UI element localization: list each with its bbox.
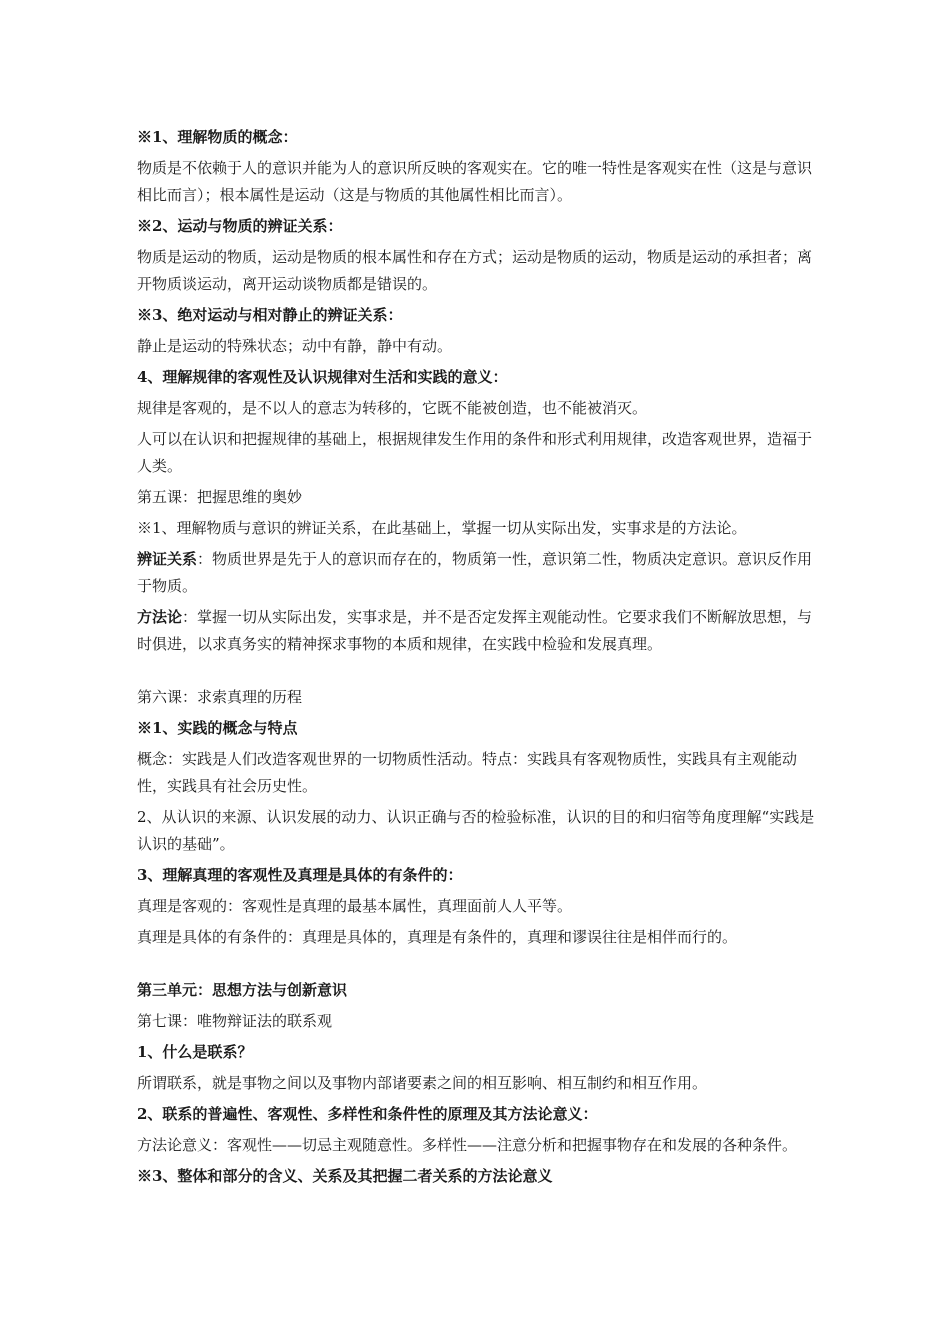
paragraph-law-objective: 规律是客观的，是不以人的意志为转移的，它既不能被创造，也不能被消灭。 bbox=[137, 399, 648, 417]
heading-practice-concept: ※1、实践的概念与特点 bbox=[137, 719, 298, 737]
lesson-six-title: 第六课：求索真理的历程 bbox=[137, 688, 303, 706]
paragraph-dialectical-relation bbox=[137, 546, 817, 600]
paragraph-rest-motion: 静止是运动的特殊状态；动中有静，静中有动。 bbox=[137, 337, 453, 355]
document-body bbox=[137, 124, 817, 1190]
heading-law-objectivity: 4、理解规律的客观性及认识规律对生活和实践的意义： bbox=[137, 368, 508, 386]
lesson-five-title: 第五课：把握思维的奥妙 bbox=[137, 488, 303, 506]
paragraph-practice-basis: 2、从认识的来源、认识发展的动力、认识正确与否的检验标准，认识的目的和归宿等角度理解“实践是认识的基础”。 bbox=[137, 808, 815, 853]
lesson-seven-title: 第七课：唯物辩证法的联系观 bbox=[137, 1012, 333, 1030]
heading-absolute-relative: ※3、绝对运动与相对静止的辨证关系： bbox=[137, 306, 403, 324]
heading-whole-part: ※3、整体和部分的含义、关系及其把握二者关系的方法论意义 bbox=[137, 1167, 553, 1185]
heading-matter-concept: ※1、理解物质的概念： bbox=[137, 128, 298, 146]
heading-connection-principles: 2、联系的普遍性、客观性、多样性和条件性的原理及其方法论意义： bbox=[137, 1105, 598, 1123]
heading-what-is-connection: 1、什么是联系？ bbox=[137, 1043, 253, 1061]
paragraph-matter-definition: 物质是不依赖于人的意识并能为人的意识所反映的客观实在。它的唯一特性是客观实在性（这是与意识相比而言）；根本属性是运动（这是与物质的其他属性相比而言）。 bbox=[137, 159, 813, 204]
heading-motion-matter: ※2、运动与物质的辨证关系： bbox=[137, 217, 343, 235]
methodology-label: 方法论 bbox=[137, 608, 183, 626]
paragraph-law-use: 人可以在认识和把握规律的基础上，根据规律发生作用的条件和形式利用规律，改造客观世界，造福于人类。 bbox=[137, 430, 813, 475]
paragraph-matter-consciousness: ※1、理解物质与意识的辨证关系，在此基础上，掌握一切从实际出发，实事求是的方法论。 bbox=[137, 519, 747, 537]
methodology-text: ：掌握一切从实际出发，实事求是，并不是否定发挥主观能动性。它要求我们不断解放思想，与时俱进，以求真务实的精神探求事物的本质和规律，在实践中检验和发展真理。 bbox=[137, 608, 813, 653]
paragraph-practice-concept: 概念：实践是人们改造客观世界的一切物质性活动。特点：实践具有客观物质性，实践具有主观能动性，实践具有社会历史性。 bbox=[137, 750, 798, 795]
paragraph-truth-objective: 真理是客观的：客观性是真理的最基本属性，真理面前人人平等。 bbox=[137, 897, 573, 915]
dialectical-relation-text: ：物质世界是先于人的意识而存在的，物质第一性，意识第二性，物质决定意识。意识反作用于物质。 bbox=[137, 550, 813, 595]
dialectical-relation-label: 辨证关系 bbox=[137, 550, 198, 568]
paragraph-connection-methodology: 方法论意义：客观性——切忌主观随意性。多样性——注意分析和把握事物存在和发展的各种条件。 bbox=[137, 1136, 798, 1154]
paragraph-connection-definition: 所谓联系，就是事物之间以及事物内部诸要素之间的相互影响、相互制约和相互作用。 bbox=[137, 1074, 708, 1092]
unit-three-title: 第三单元：思想方法与创新意识 bbox=[137, 981, 348, 999]
heading-truth-objectivity: 3、理解真理的客观性及真理是具体的有条件的： bbox=[137, 866, 463, 884]
paragraph-truth-conditional: 真理是具体的有条件的：真理是具体的，真理是有条件的，真理和谬误往往是相伴而行的。 bbox=[137, 928, 738, 946]
paragraph-motion-matter: 物质是运动的物质，运动是物质的根本属性和存在方式；运动是物质的运动，物质是运动的承担者；离开物质谈运动，离开运动谈物质都是错误的。 bbox=[137, 248, 813, 293]
paragraph-methodology bbox=[137, 604, 817, 658]
